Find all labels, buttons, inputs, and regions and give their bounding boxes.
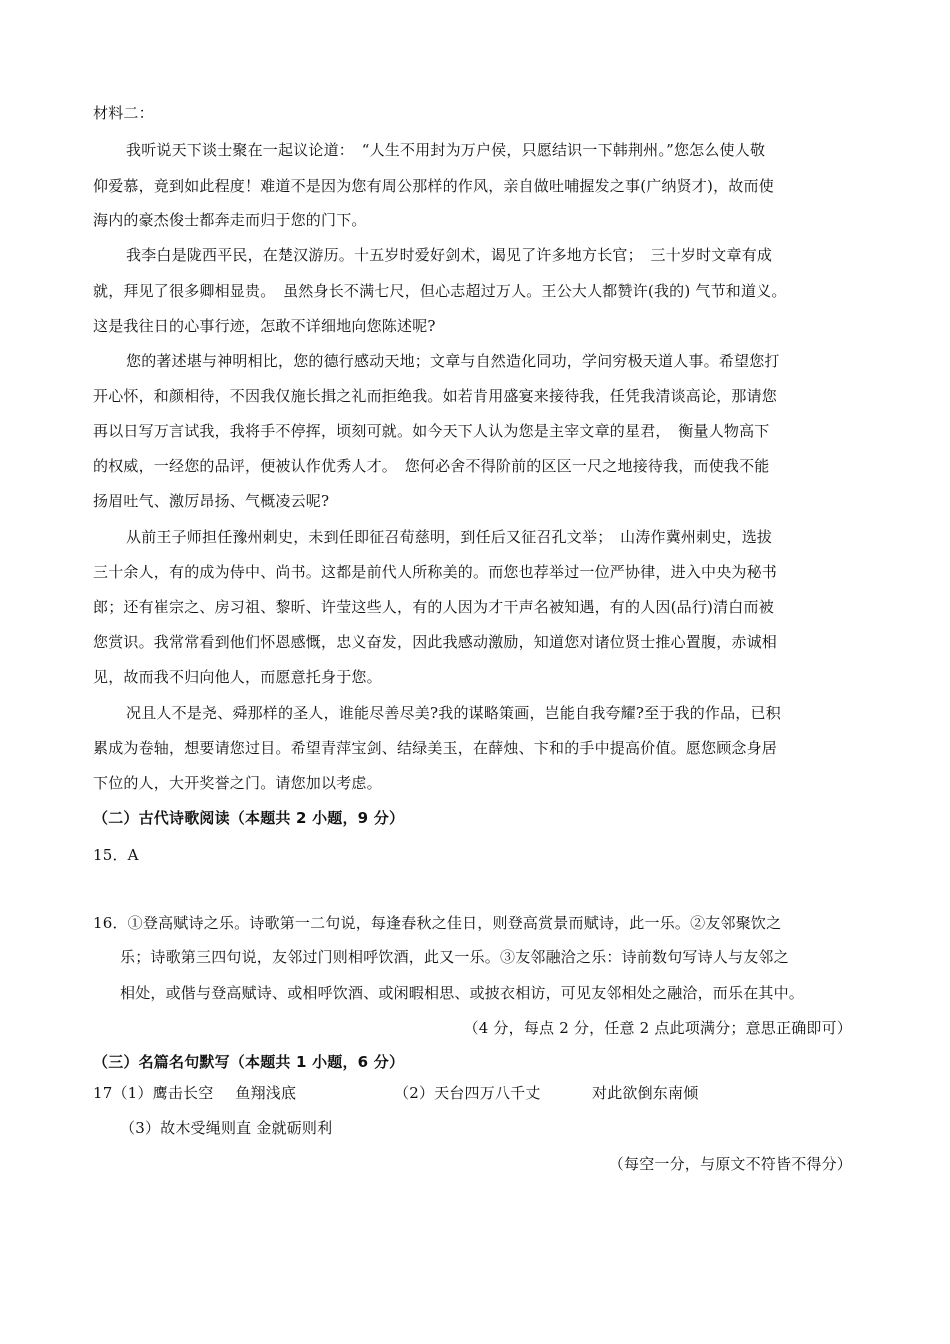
paragraph-line: 下位的人，大开奖誉之门。请您加以考虑。: [93, 774, 382, 792]
answer-17-1a: 17（1）鹰击长空: [93, 1084, 214, 1102]
paragraph-line: 的权威，一经您的品评，便被认作优秀人才。 您何必舍不得阶前的区区一尺之地接待我，而使我不能: [93, 457, 770, 475]
paragraph-line: 从前王子师担任豫州刺史，未到任即征召荀慈明，到任后又征召孔文举； 山涛作冀州刺史，选拔: [126, 528, 773, 546]
answer-17-2b: 对此欲倒东南倾: [592, 1084, 699, 1102]
paragraph-line: 您赏识。我常常看到他们怀恩感慨，忠义奋发，因此我感动激励，知道您对诸位贤士推心置腹，赤诚相: [93, 633, 778, 651]
paragraph-line: 海内的豪杰俊士都奔走而归于您的门下。: [93, 211, 367, 229]
paragraph-line: 再以日写万言试我，我将手不停挥，顷刻可就。如今天下人认为您是主宰文章的星君， 衡量人物高下: [93, 422, 770, 440]
paragraph-line: 这是我往日的心事行迹，怎敢不详细地向您陈述呢?: [93, 317, 436, 335]
section-heading: （二）古代诗歌阅读（本题共 2 小题，9 分）: [93, 809, 405, 827]
paragraph-line: 我听说天下谈士聚在一起议论道： “人生不用封为万户侯，只愿结识一下韩荆州。”您怎么使人敬: [126, 141, 766, 159]
answer-17-row: [93, 1083, 296, 1103]
paragraph-line: 三十余人，有的成为侍中、尚书。这都是前代人所称美的。而您也荐举过一位严协律，进入中央为秘书: [93, 563, 778, 581]
answer-16-line: 相处，或偕与登高赋诗、或相呼饮酒、或闲暇相思、或披衣相访，可见友邻相处之融洽，而乐在其中。: [120, 984, 805, 1002]
paragraph-line: 郎；还有崔宗之、房习祖、黎昕、许莹这些人，有的人因为才干声名被知遇，有的人因(品行)清白而被: [93, 598, 774, 616]
paragraph-line: 累成为卷轴，想要请您过目。希望青萍宝剑、结绿美玉，在薛烛、卞和的手中提高价值。愿您顾念身居: [93, 739, 778, 757]
answer-16-line: 乐；诗歌第三四句说，友邻过门则相呼饮酒，此又一乐。③友邻融洽之乐：诗前数句写诗人与友邻之: [120, 948, 789, 966]
answer-17-2a: （2）天台四万八千丈: [394, 1084, 541, 1102]
answer-17-score-note: （每空一分，与原文不符皆不得分）: [608, 1155, 852, 1173]
paragraph-line: 就，拜见了很多卿相显贵。 虽然身长不满七尺，但心志超过万人。王公大人都赞许(我的) 气节和道义。: [93, 282, 787, 300]
paragraph-line: 我李白是陇西平民，在楚汉游历。十五岁时爱好剑术，谒见了许多地方长官； 三十岁时文章有成: [126, 246, 773, 264]
answer-16-line: 16．①登高赋诗之乐。诗歌第一二句说，每逢春秋之佳日，则登高赏景而赋诗，此一乐。②友邻聚饮之: [93, 914, 782, 932]
paragraph-line: 开心怀，和颜相待，不因我仅施长揖之礼而拒绝我。如若肯用盛宴来接待我，任凭我清谈高论，那请您: [93, 387, 778, 405]
material-title: 材料二：: [93, 104, 154, 122]
paragraph-line: 您的著述堪与神明相比，您的德行感动天地；文章与自然造化同功，学问穷极天道人事。希望您打: [126, 352, 780, 370]
answer-16-score-note: （4 分，每点 2 分，任意 2 点此项满分；意思正确即可）: [463, 1019, 852, 1037]
answer-17-1b: 鱼翔浅底: [235, 1084, 297, 1102]
section-heading: （三）名篇名句默写（本题共 1 小题，6 分）: [93, 1053, 405, 1071]
answer-17-3: （3）故木受绳则直 金就砺则利: [120, 1119, 333, 1137]
paragraph-line: 况且人不是尧、舜那样的圣人，谁能尽善尽美?我的谋略策画，岂能自我夸耀?至于我的作品，已积: [126, 704, 781, 722]
paragraph-line: 仰爱慕，竟到如此程度！难道不是因为您有周公那样的作风，亲自做吐哺握发之事(广纳贤才)，故而使: [93, 177, 774, 195]
paragraph-line: 扬眉吐气、激厉昂扬、气概凌云呢?: [93, 492, 330, 510]
paragraph-line: 见，故而我不归向他人，而愿意托身于您。: [93, 668, 382, 686]
answer-15: 15．A: [93, 846, 139, 864]
